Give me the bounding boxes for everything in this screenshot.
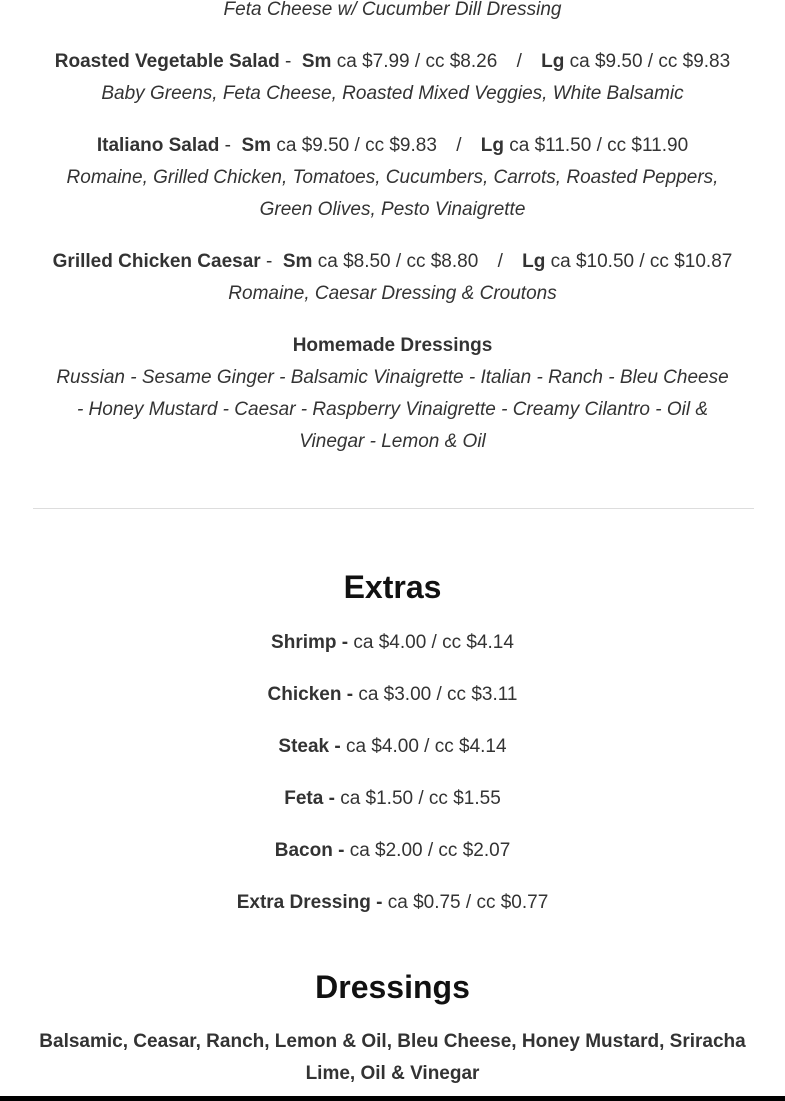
separator: - [224, 135, 231, 156]
bottom-bar [0, 1096, 785, 1101]
dressings-list: Balsamic, Ceasar, Ranch, Lemon & Oil, Bleu Cheese, Honey Mustard, Sriracha [39, 1031, 746, 1052]
extra-name: Bacon - [274, 840, 345, 861]
price-large: ca $11.50 / cc $11.90 [509, 135, 689, 156]
salad-name: Italiano Salad [96, 135, 220, 156]
section-divider [33, 508, 754, 509]
size-separator: / [516, 51, 522, 72]
size-large-label: Lg [480, 135, 504, 156]
extra-price: ca $0.75 / cc $0.77 [387, 892, 549, 913]
extra-name: Chicken - [267, 684, 354, 705]
extra-item-bacon [0, 835, 785, 867]
price-small: ca $8.50 / cc $8.80 [317, 251, 479, 272]
size-separator: / [497, 251, 503, 272]
extra-item-feta [0, 783, 785, 815]
dressings-list: Lime, Oil & Vinegar [305, 1063, 480, 1084]
salad-item-roasted-vegetable [0, 46, 785, 78]
size-small-label: Sm [301, 51, 332, 72]
dressings-heading: Dressings [315, 969, 470, 1005]
price-large: ca $10.50 / cc $10.87 [550, 251, 733, 272]
extras-heading: Extras [343, 569, 442, 605]
extra-item-shrimp [0, 627, 785, 659]
homemade-dressings-title: Homemade Dressings [292, 335, 493, 356]
extra-item-steak [0, 731, 785, 763]
salad-description: Baby Greens, Feta Cheese, Roasted Mixed Veggies, White Balsamic [101, 83, 684, 104]
salad-name: Grilled Chicken Caesar [52, 251, 261, 272]
salad-description: Feta Cheese w/ Cucumber Dill Dressing [223, 0, 562, 20]
extra-price: ca $4.00 / cc $4.14 [346, 736, 507, 757]
extra-price: ca $1.50 / cc $1.55 [340, 788, 501, 809]
size-small-label: Sm [241, 135, 272, 156]
extra-name: Extra Dressing - [236, 892, 383, 913]
size-separator: / [456, 135, 462, 156]
extra-price: ca $3.00 / cc $3.11 [358, 684, 518, 705]
salad-item-italiano [0, 130, 785, 162]
price-small: ca $7.99 / cc $8.26 [336, 51, 498, 72]
separator: - [265, 251, 273, 272]
extra-price: ca $4.00 / cc $4.14 [353, 632, 514, 653]
extra-item-extra-dressing [0, 887, 785, 919]
extra-name: Feta - [284, 788, 335, 809]
homemade-dressings-list: Russian - Sesame Ginger - Balsamic Vinaigrette - Italian - Ranch - Bleu Cheese [56, 367, 729, 388]
separator: - [284, 51, 292, 72]
salad-name: Roasted Vegetable Salad [54, 51, 280, 72]
salad-description: Green Olives, Pesto Vinaigrette [259, 199, 526, 220]
homemade-dressings-list: - Honey Mustard - Caesar - Raspberry Vinaigrette - Creamy Cilantro - Oil & [76, 399, 709, 420]
size-large-label: Lg [541, 51, 565, 72]
price-large: ca $9.50 / cc $9.83 [569, 51, 731, 72]
size-small-label: Sm [282, 251, 313, 272]
salad-description: Romaine, Grilled Chicken, Tomatoes, Cucumbers, Carrots, Roasted Peppers, [66, 167, 719, 188]
extra-item-chicken [0, 679, 785, 711]
salad-item-grilled-chicken-caesar [0, 246, 785, 278]
extra-name: Shrimp - [271, 632, 349, 653]
extra-name: Steak - [278, 736, 341, 757]
price-small: ca $9.50 / cc $9.83 [276, 135, 437, 156]
size-large-label: Lg [522, 251, 546, 272]
salad-description: Romaine, Caesar Dressing & Croutons [228, 283, 557, 304]
homemade-dressings-list: Vinegar - Lemon & Oil [299, 431, 486, 452]
extra-price: ca $2.00 / cc $2.07 [349, 840, 511, 861]
